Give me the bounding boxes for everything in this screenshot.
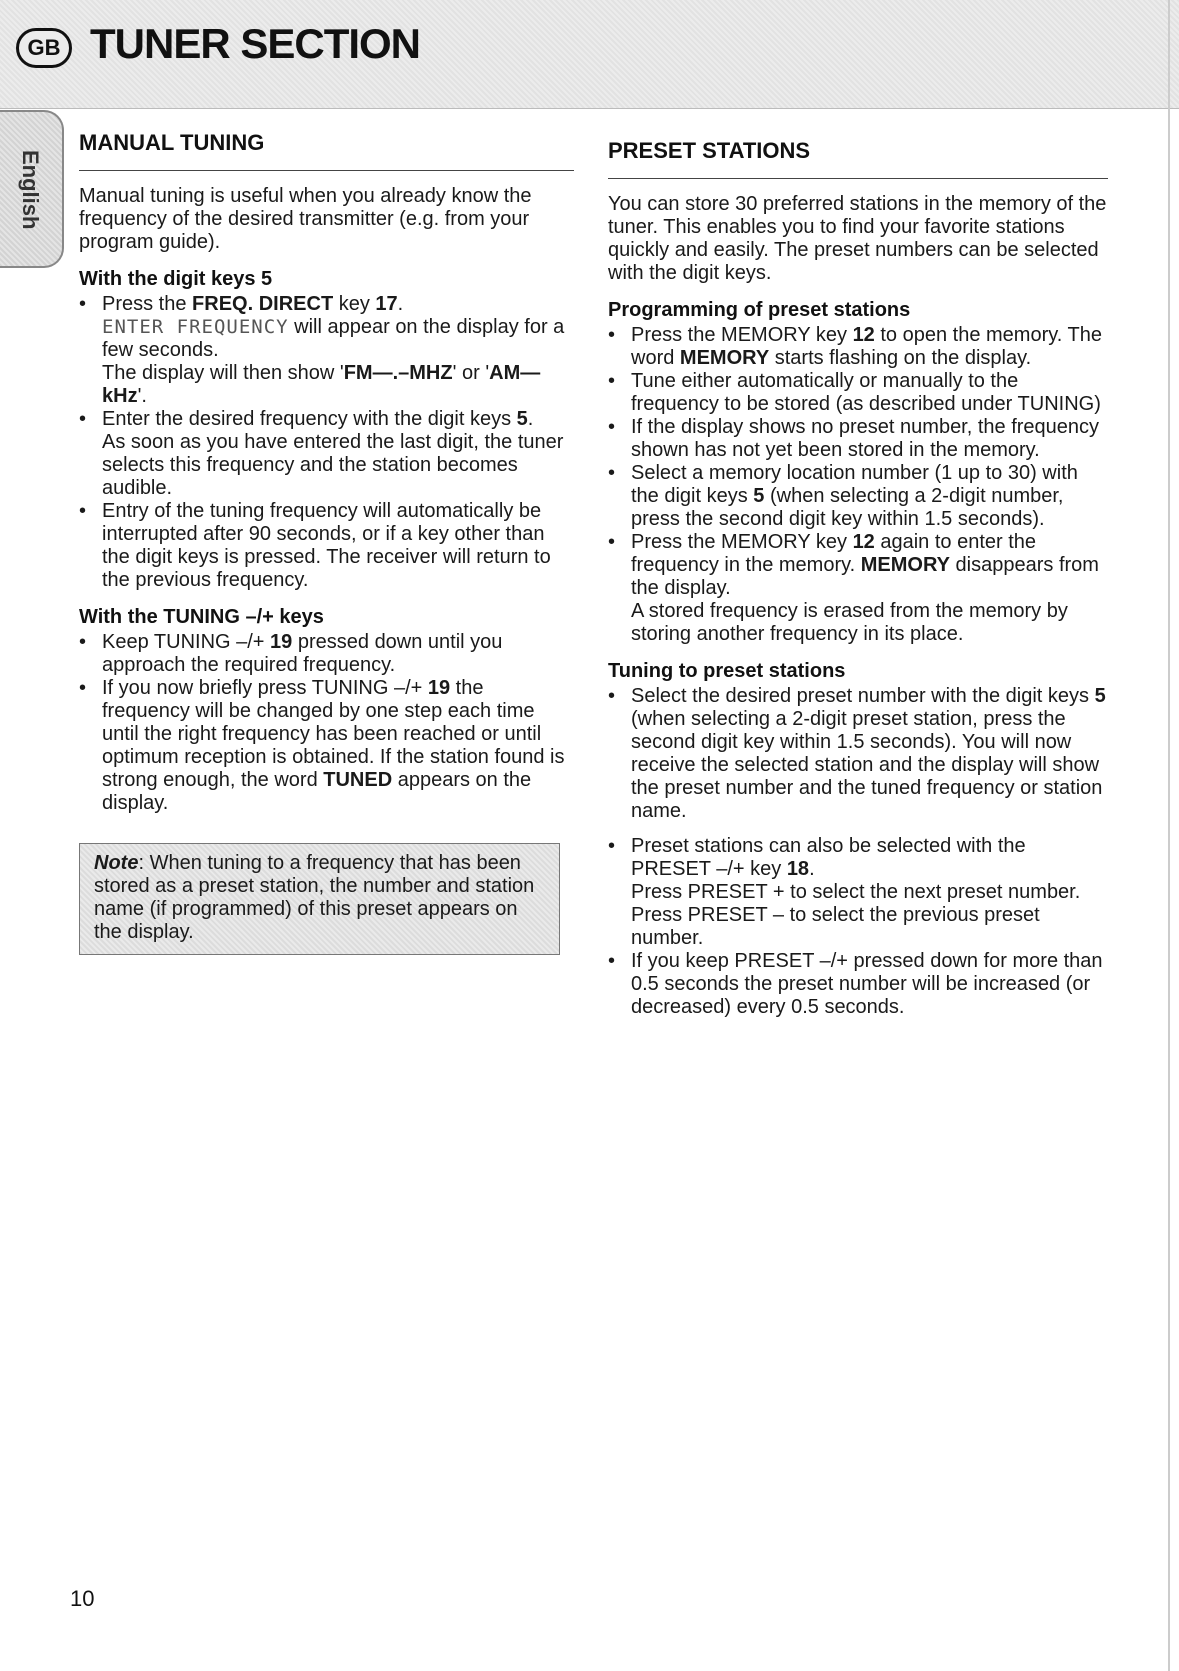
list-item bbox=[79, 408, 574, 500]
list-item bbox=[608, 835, 1108, 950]
list-item bbox=[608, 531, 1108, 646]
header-band bbox=[0, 0, 1179, 109]
list-item bbox=[608, 462, 1108, 531]
bullet-text: • Press the MEMORY key 12 again to enter the frequency in the memory. MEMORY disappears from the display. bbox=[631, 531, 1099, 599]
tuning-keys-heading: With the TUNING –/+ keys bbox=[79, 606, 324, 628]
manual-tuning-heading: MANUAL TUNING bbox=[79, 130, 574, 171]
bullet-text: • Select a memory location number (1 up to 30) with the digit keys 5 (when selecting a 2-digit number, press the second digit key within 1.5 seconds). bbox=[631, 462, 1078, 530]
digit-keys-heading: With the digit keys 5 bbox=[79, 268, 273, 290]
bullet-text: • Preset stations can also be selected with the PRESET –/+ key 18. bbox=[631, 835, 1026, 880]
bullet-text: Press PRESET + to select the next preset number. bbox=[631, 881, 1081, 903]
language-tab bbox=[0, 110, 64, 268]
note-box bbox=[79, 843, 560, 955]
bullet-text: • Tune either automatically or manually to the frequency to be stored (as described under TUNING) bbox=[631, 370, 1101, 415]
page-number: 10 bbox=[70, 1586, 95, 1611]
list-item bbox=[79, 293, 574, 408]
language-tab-label: English bbox=[18, 150, 43, 230]
bullet-text: A stored frequency is erased from the memory by storing another frequency in its place. bbox=[631, 600, 1068, 645]
manual-tuning-intro: Manual tuning is useful when you already know the frequency of the desired transmitter (e.g. from your program guide). bbox=[79, 185, 532, 253]
list-item bbox=[608, 416, 1108, 462]
programming-list bbox=[608, 324, 1108, 646]
note-text: : When tuning to a frequency that has been stored as a preset station, the number and station name (if programmed) of this preset appears on the display. bbox=[94, 852, 535, 943]
bullet-text: • Entry of the tuning frequency will automatically be interrupted after 90 seconds, or if a key other than the digit keys is pressed. The receiver will return to the previous frequency. bbox=[102, 500, 551, 591]
bullet-text: Press PRESET – to select the previous preset number. bbox=[631, 904, 1040, 949]
list-item bbox=[608, 950, 1108, 1019]
preset-stations-heading: PRESET STATIONS bbox=[608, 138, 1108, 179]
list-item bbox=[608, 370, 1108, 416]
bullet-text: • Keep TUNING –/+ 19 pressed down until you approach the required frequency. bbox=[102, 631, 503, 676]
tuning-keys-list bbox=[79, 631, 574, 815]
bullet-text: • Press the FREQ. DIRECT key 17. bbox=[102, 293, 404, 315]
list-item bbox=[608, 685, 1108, 823]
list-item bbox=[79, 500, 574, 592]
bullet-text: • Press the MEMORY key 12 to open the memory. The word MEMORY starts flashing on the display. bbox=[631, 324, 1102, 369]
bullet-text: • If the display shows no preset number, the frequency shown has not yet been stored in the memory. bbox=[631, 416, 1100, 461]
programming-heading: Programming of preset stations bbox=[608, 299, 911, 321]
bullet-text: As soon as you have entered the last digit, the tuner selects this frequency and the station becomes audible. bbox=[102, 431, 564, 499]
preset-stations-intro: You can store 30 preferred stations in the memory of the tuner. This enables you to find your favorite stations quickly and easily. The preset numbers can be selected with the digit keys. bbox=[608, 193, 1107, 284]
lcd-display-text: ENTER FREQUENCY bbox=[102, 316, 289, 338]
manual-tuning-column bbox=[79, 130, 574, 955]
bullet-text: The display will then show 'FM—.–MHZ' or 'AM—kHz'. bbox=[102, 362, 541, 407]
page-title: TUNER SECTION bbox=[90, 20, 421, 67]
bullet-text: • Select the desired preset number with the digit keys 5 (when selecting a 2-digit preset station, press the second digit key within 1.5 seconds). You will now receive the selected station and the display will show the preset number and the tuned frequency or station name. bbox=[631, 685, 1106, 822]
tuning-presets-list bbox=[608, 685, 1108, 1019]
preset-stations-column bbox=[608, 130, 1108, 1019]
note-label: Note bbox=[94, 852, 139, 874]
page-edge-divider bbox=[1168, 0, 1170, 1671]
list-item bbox=[79, 677, 574, 815]
digit-keys-list bbox=[79, 293, 574, 592]
list-item bbox=[608, 324, 1108, 370]
bullet-text: • If you keep PRESET –/+ pressed down for more than 0.5 seconds the preset number will be increased (or decreased) every 0.5 seconds. bbox=[631, 950, 1103, 1018]
tuning-presets-heading: Tuning to preset stations bbox=[608, 660, 846, 682]
bullet-text: • Enter the desired frequency with the digit keys 5. bbox=[102, 408, 534, 430]
bullet-text: • If you now briefly press TUNING –/+ 19 the frequency will be changed by one step each time until the right frequency has been reached or until optimum reception is obtained. If the station found is strong enough, the word TUNED appears on the display. bbox=[102, 677, 565, 814]
list-item bbox=[79, 631, 574, 677]
gb-language-badge: GB bbox=[16, 28, 72, 68]
bullet-text: ENTER FREQUENCY will appear on the display for a few seconds. bbox=[102, 316, 565, 361]
